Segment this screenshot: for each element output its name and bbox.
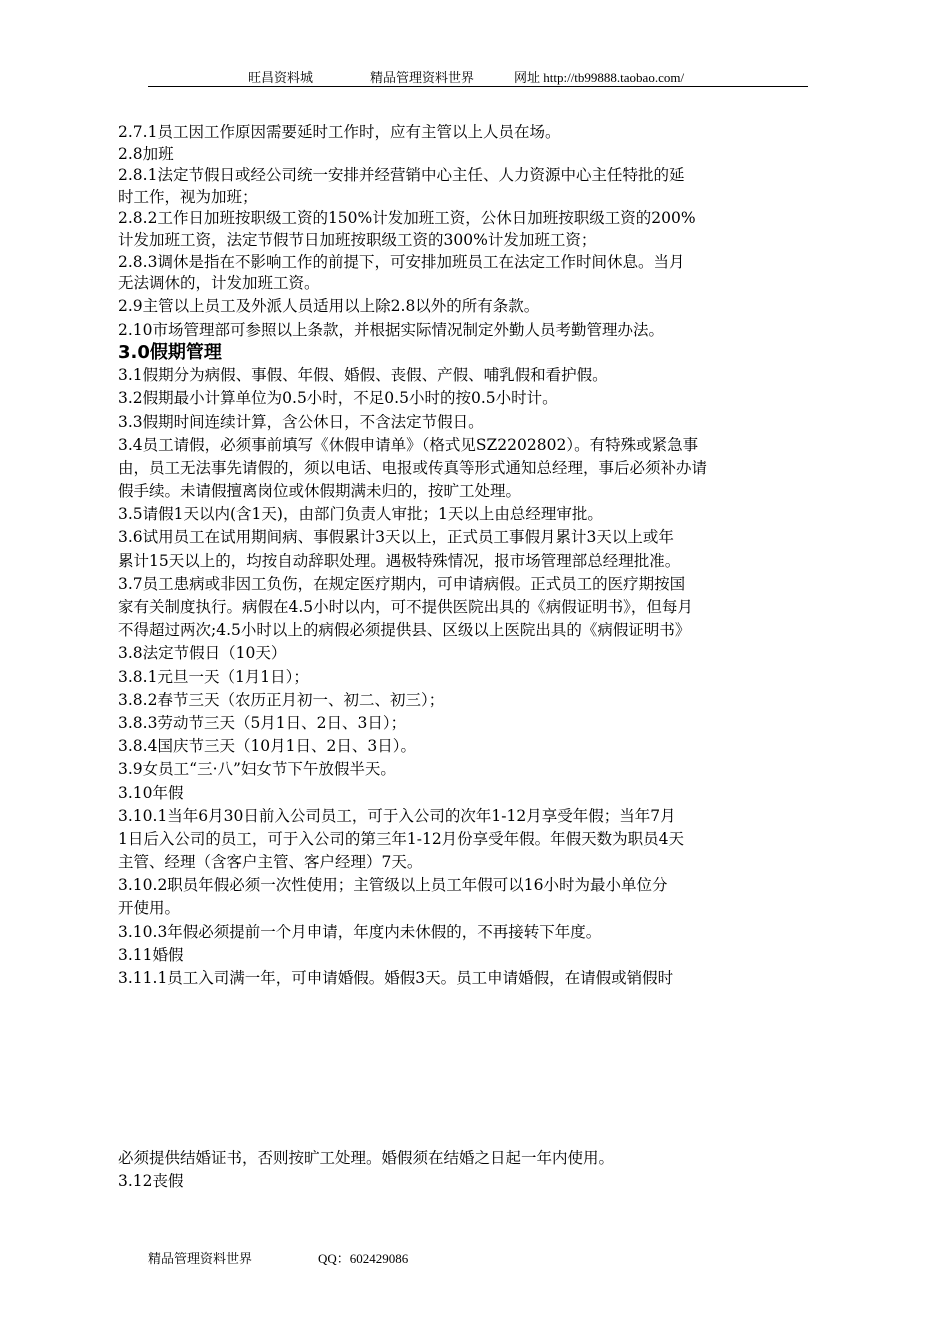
body-line: 开使用。 [118, 899, 181, 918]
body-line: 计发加班工资，法定节假节日加班按职级工资的300%计发加班工资； [118, 230, 597, 249]
body-line: 2.8.1法定节假日或经公司统一安排并经营销中心主任、人力资源中心主任特批的延 [118, 166, 685, 185]
body-line: 3.11婚假 [118, 945, 184, 964]
body-line: 家有关制度执行。病假在4.5小时以内，可不提供医院出具的《病假证明书》，但每月 [118, 598, 693, 616]
body-line: 3.8.4国庆节三天（10月1日、2日、3日）。 [118, 737, 416, 756]
body-line: 由，员工无法事先请假的，须以电话、电报或传真等形式通知总经理，事后必须补办请 [118, 458, 708, 477]
document-body-continued [118, 1148, 828, 1193]
page-footer [148, 1248, 409, 1267]
body-line: 主管、经理（含客户主管、客户经理）7天。 [118, 853, 423, 872]
header-url: 网址 http://tb99888.taobao.com/ [514, 70, 685, 85]
body-line: 3.2假期最小计算单位为0.5小时，不足0.5小时的按0.5小时计。 [118, 389, 558, 408]
body-line: 3.7员工患病或非因工负伤，在规定医疗期内，可申请病假。正式员工的医疗期按国 [118, 574, 686, 593]
body-line: 2.8加班 [118, 144, 174, 163]
body-line: 3.8.2春节三天（农历正月初一、初二、初三）； [118, 690, 445, 709]
body-line: 3.12丧假 [118, 1172, 184, 1191]
footer-slogan: 精品管理资料世界 [148, 1251, 253, 1266]
body-line: 3.1假期分为病假、事假、年假、婚假、丧假、产假、哺乳假和看护假。 [118, 366, 608, 385]
body-line: 3.8法定节假日（10天） [118, 644, 287, 663]
body-line: 3.6试用员工在试用期间病、事假累计3天以上，正式员工事假月累计3天以上或年 [118, 528, 674, 547]
body-line: 3.10.3年假必须提前一个月申请，年度内未休假的，不再接转下年度。 [118, 922, 602, 941]
body-line: 假手续。未请假擅离岗位或休假期满未归的，按旷工处理。 [118, 482, 522, 501]
body-line: 累计15天以上的，均按自动辞职处理。遇极特殊情况，报市场管理部总经理批准。 [118, 551, 681, 570]
body-line: 3.3假期时间连续计算，含公休日，不含法定节假日。 [118, 412, 484, 431]
body-line: 3.5请假1天以内(含1天)，由部门负责人审批；1天以上由总经理审批。 [118, 505, 603, 524]
body-line: 无法调休的，计发加班工资。 [118, 274, 320, 293]
body-line: 2.7.1员工因工作原因需要延时工作时，应有主管以上人员在场。 [118, 123, 561, 141]
header-slogan: 精品管理资料世界 [370, 70, 475, 85]
body-line: 2.10市场管理部可参照以上条款，并根据实际情况制定外勤人员考勤管理办法。 [118, 320, 665, 339]
body-line: 3.8.3劳动节三天（5月1日、2日、3日）； [118, 713, 407, 732]
page-header [148, 64, 808, 87]
body-line: 3.10.1当年6月30日前入公司员工，可于入公司的次年1-12月享受年假；当年7月 [118, 806, 676, 825]
body-line: 不得超过两次;4.5小时以上的病假必须提供县、区级以上医院出具的《病假证明书》 [118, 621, 691, 640]
body-line: 2.8.2工作日加班按职级工资的150%计发加班工资，公休日加班按职级工资的200% [118, 209, 696, 228]
header-site-name: 旺昌资料城 [248, 70, 314, 85]
document-body [118, 122, 828, 990]
body-line: 2.9主管以上员工及外派人员适用以上除2.8以外的所有条款。 [118, 297, 540, 316]
body-line: 3.4员工请假，必须事前填写《休假申请单》（格式见SZ2202802）。有特殊或紧急事 [118, 435, 699, 454]
body-line: 3.8.1元旦一天（1月1日）； [118, 667, 309, 686]
body-line: 3.11.1员工入司满一年，可申请婚假。婚假3天。员工申请婚假，在请假或销假时 [118, 969, 674, 987]
body-line: 3.10.2职员年假必须一次性使用；主管级以上员工年假可以16小时为最小单位分 [118, 876, 668, 895]
body-line: 1日后入公司的员工，可于入公司的第三年1-12月份享受年假。年假天数为职员4天 [118, 829, 685, 848]
body-line: 时工作，视为加班； [118, 187, 258, 206]
body-line: 3.9女员工“三·八”妇女节下午放假半天。 [118, 760, 396, 779]
body-line: 3.10年假 [118, 783, 184, 802]
section-heading: 3.0假期管理 [118, 342, 222, 364]
body-line: 2.8.3调休是指在不影响工作的前提下，可安排加班员工在法定工作时间休息。当月 [118, 252, 685, 271]
body-line: 必须提供结婚证书，否则按旷工处理。婚假须在结婚之日起一年内使用。 [118, 1149, 615, 1167]
footer-qq: QQ：602429086 [318, 1251, 409, 1266]
